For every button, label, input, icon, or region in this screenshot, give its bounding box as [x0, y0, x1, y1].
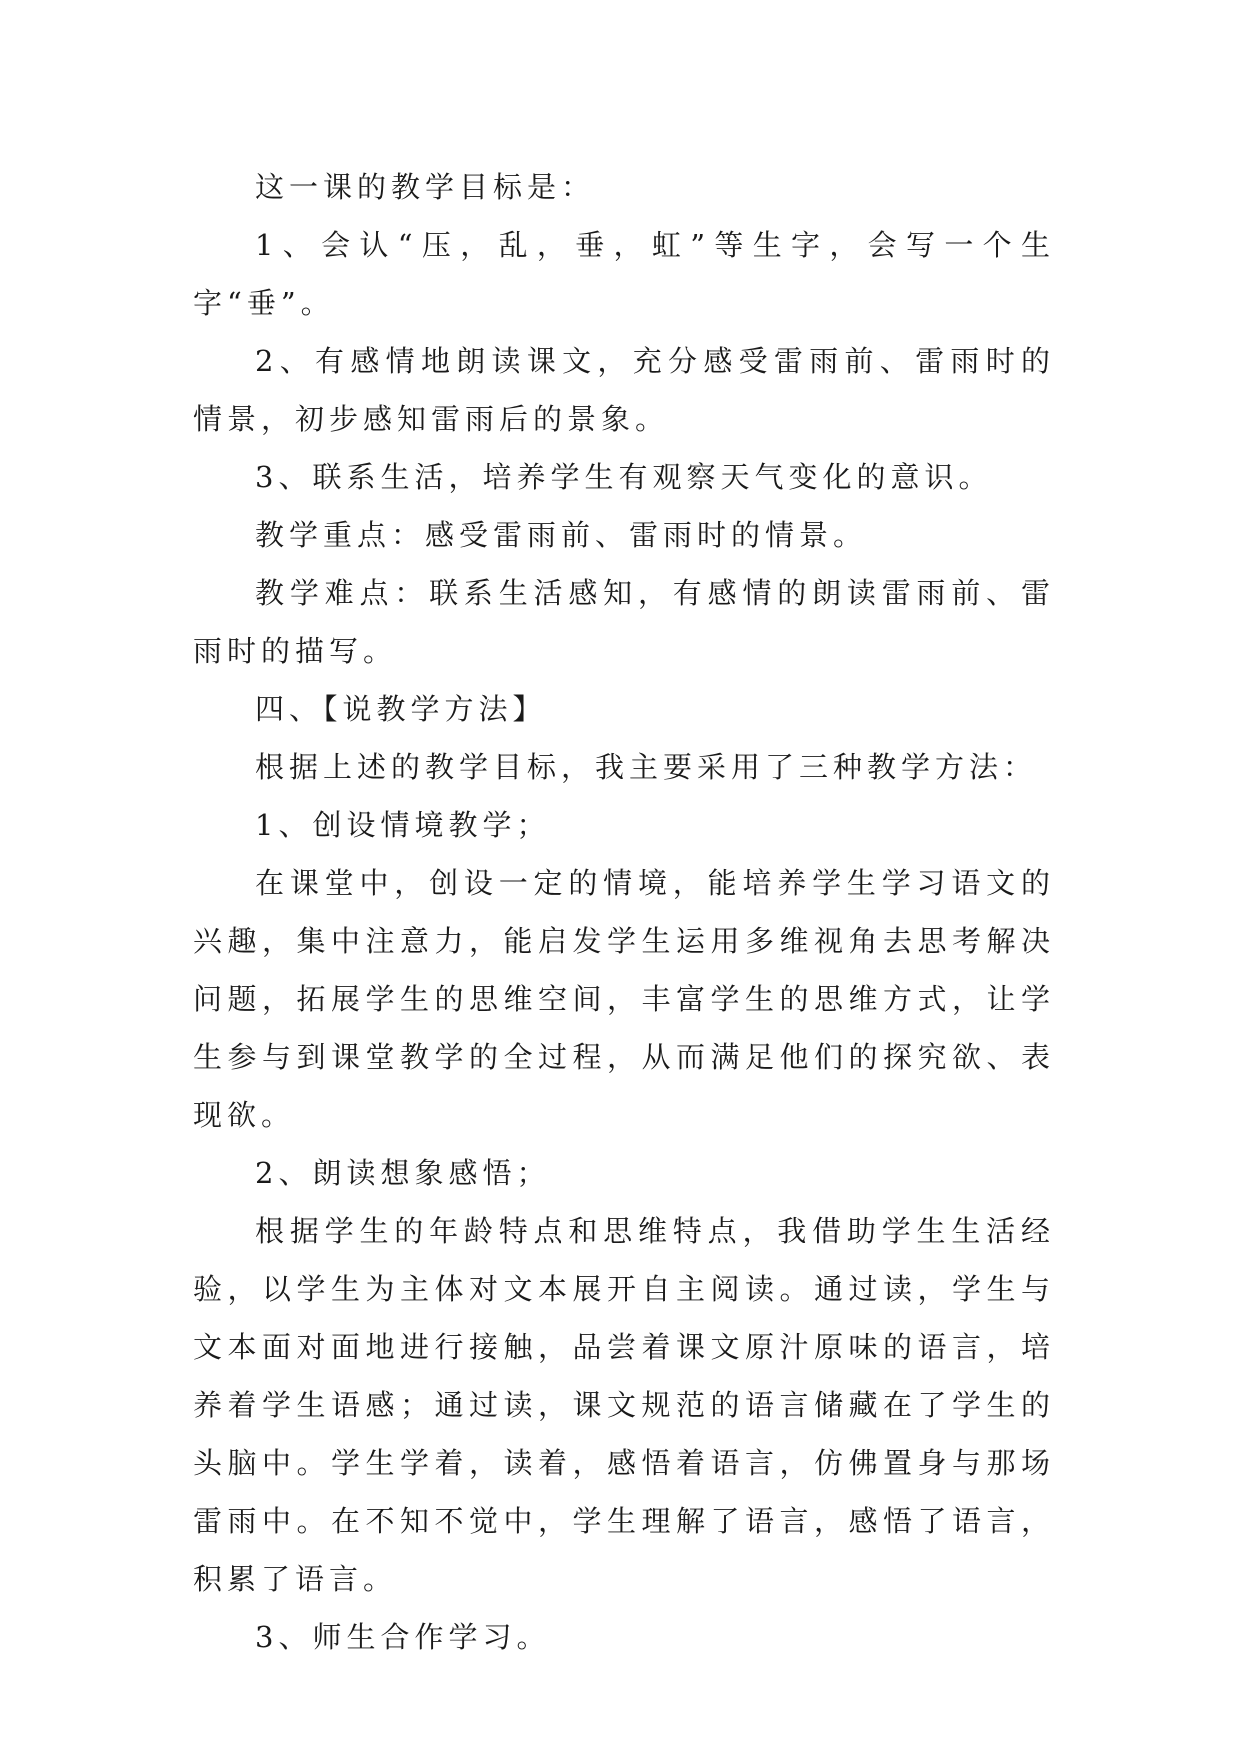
paragraph-goal-3: 3、联系生活，培养学生有观察天气变化的意识。 — [255, 460, 993, 494]
paragraph-difficulty: 教学难点：联系生活感知，有感情的朗读雷雨前、雷雨时的描写。 — [193, 576, 1055, 668]
paragraph-key-point: 教学重点：感受雷雨前、雷雨时的情景。 — [255, 518, 868, 552]
paragraph-method-1-title: 1、创设情境教学； — [255, 808, 551, 842]
section-heading-methods: 四、【说教学方法】 — [255, 692, 547, 726]
paragraph-method-3-title: 3、师生合作学习。 — [255, 1620, 551, 1654]
paragraph-method-2-title: 2、朗读想象感悟； — [255, 1156, 551, 1190]
document-body — [193, 158, 1055, 1666]
paragraph-method-1-body: 在课堂中，创设一定的情境，能培养学生学习语文的兴趣，集中注意力，能启发学生运用多维视角去思考解决问题，拓展学生的思维空间，丰富学生的思维方式，让学生参与到课堂教学的全过程，从而满足他们的探究欲、表现欲。 — [193, 866, 1055, 1132]
paragraph-teaching-goals-intro: 这一课的教学目标是： — [255, 170, 596, 204]
paragraph-goal-1: 1、会认“压，乱，垂，虹”等生字，会写一个生字“垂”。 — [193, 228, 1055, 320]
paragraph-methods-intro: 根据上述的教学目标，我主要采用了三种教学方法： — [255, 750, 1038, 784]
paragraph-method-2-body: 根据学生的年龄特点和思维特点，我借助学生生活经验，以学生为主体对文本展开自主阅读。通过读，学生与文本面对面地进行接触，品尝着课文原汁原味的语言，培养着学生语感；通过读，课文规范的语言储藏在了学生的头脑中。学生学着，读着，感悟着语言，仿佛置身与那场雷雨中。在不知不觉中，学生理解了语言，感悟了语言，积累了语言。 — [193, 1214, 1055, 1596]
paragraph-goal-2: 2、有感情地朗读课文，充分感受雷雨前、雷雨时的情景，初步感知雷雨后的景象。 — [193, 344, 1055, 436]
